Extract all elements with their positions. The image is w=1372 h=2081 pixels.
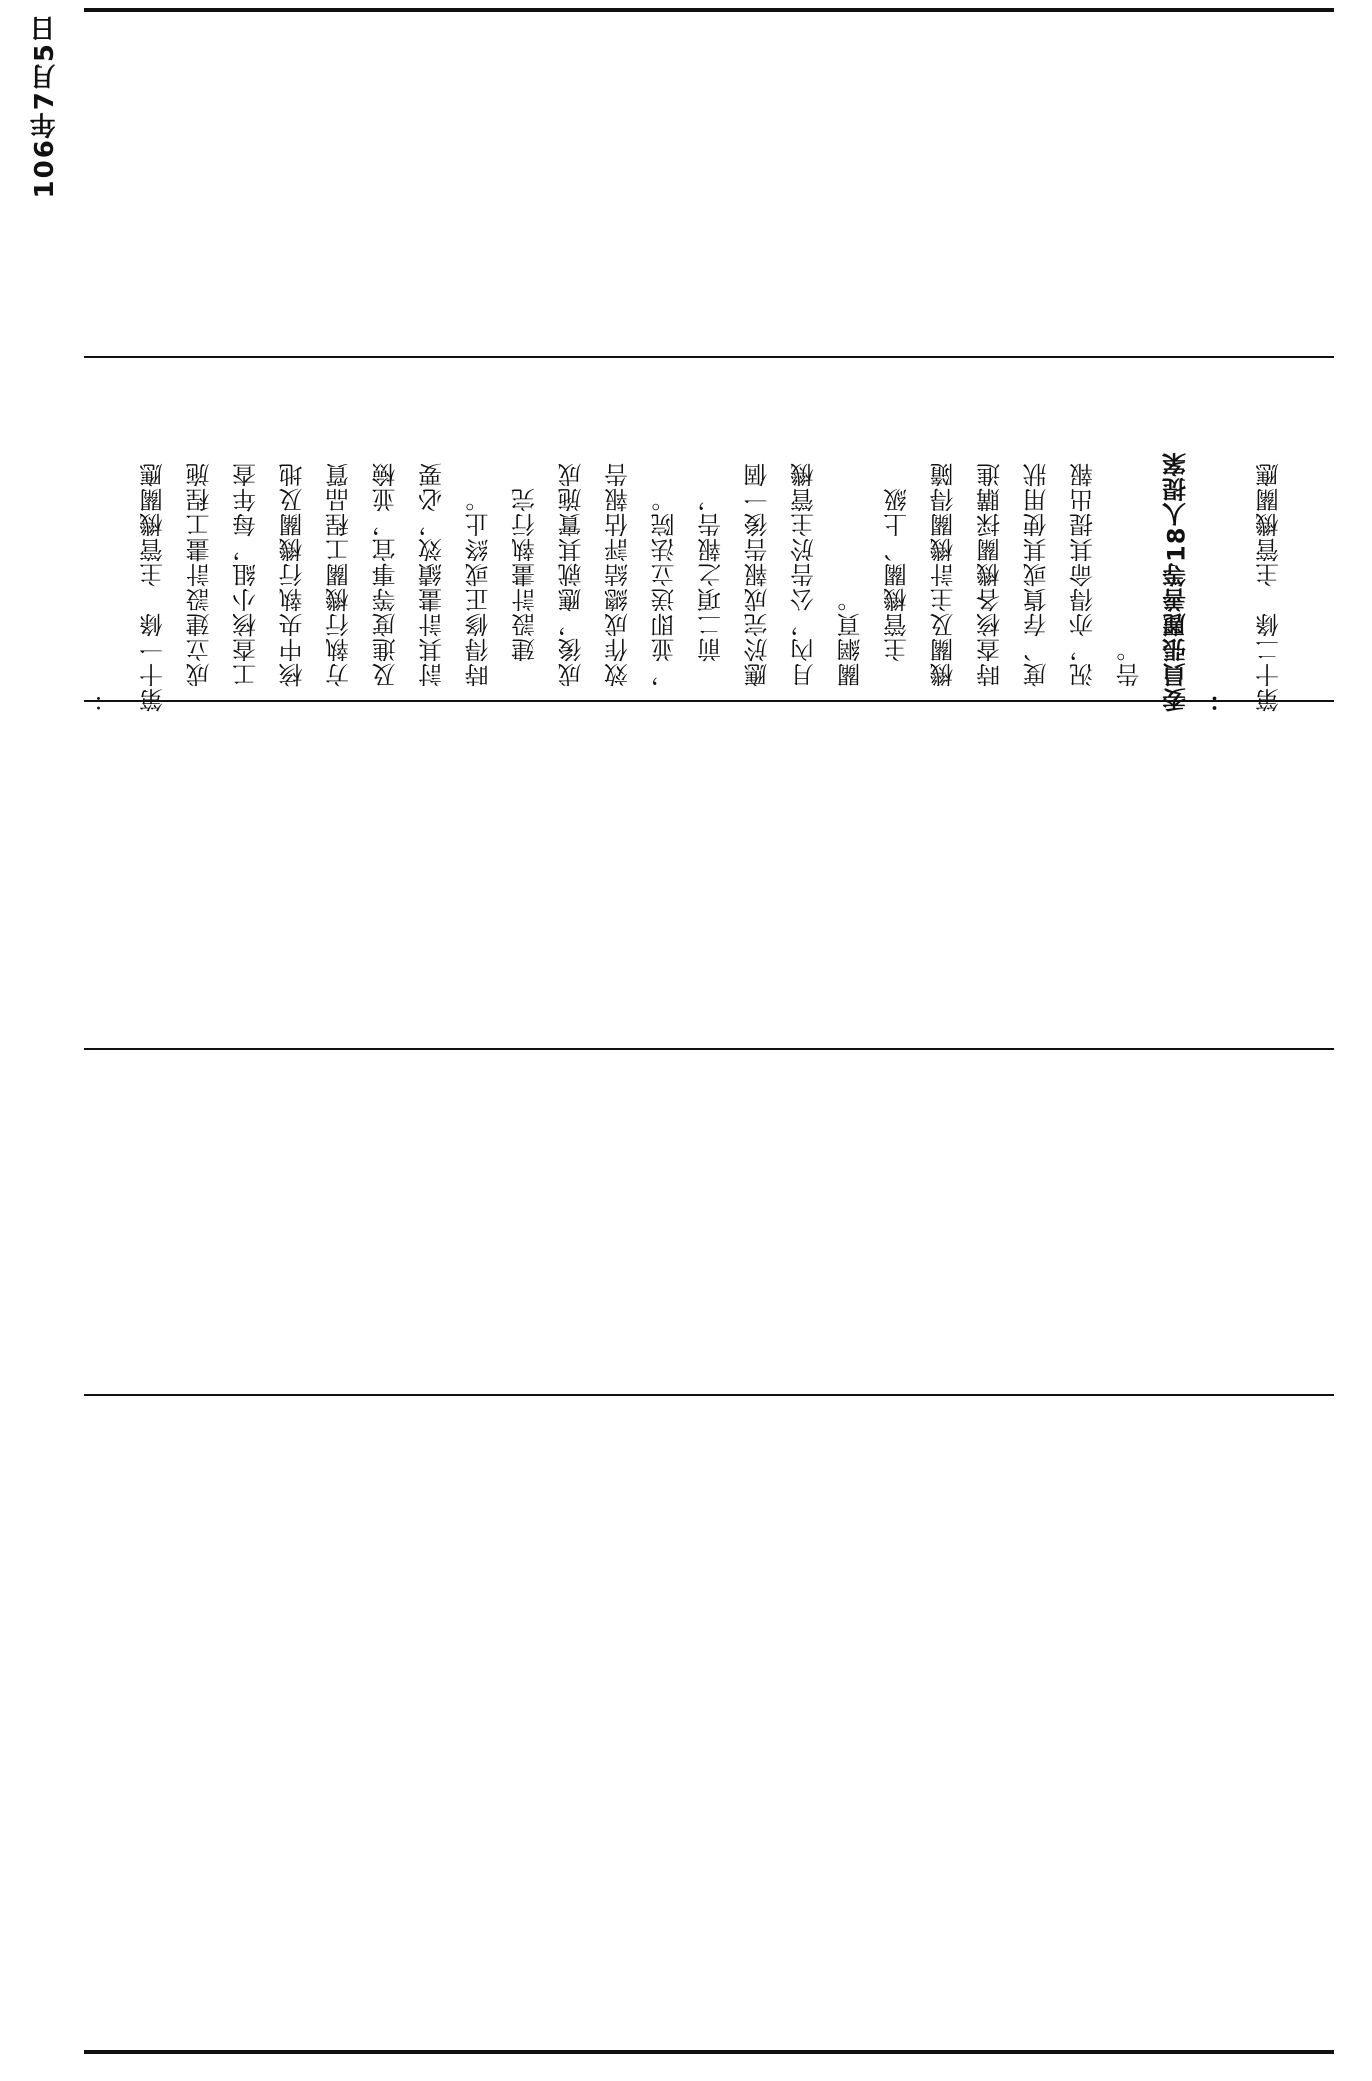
- article-11-line: 方執行機關工程品質: [325, 462, 354, 712]
- article-11-line: 時查核各機關採購進: [976, 462, 1005, 712]
- article-11-line: 工查核小組，每年查: [232, 462, 261, 712]
- article-11-line: 月內，公告於主管機: [790, 462, 819, 712]
- article-11-line: 效作成總結評估報告: [604, 462, 633, 712]
- article-11-line: 前二項之報告，: [697, 487, 726, 712]
- top-border-rule: [84, 8, 1334, 12]
- article-11-line: 關網頁。: [837, 587, 865, 712]
- article-11-line: 度、存貨或其使用狀: [1023, 462, 1051, 712]
- article-11-line: 告。: [1116, 637, 1144, 712]
- article-11-line: 機關及主計機關得隨: [930, 462, 958, 712]
- row-divider-1: [84, 356, 1334, 358]
- article-11-line: 討其計畫績效，必要: [418, 462, 447, 712]
- article-11-line: 成立建設計畫工程施: [186, 462, 214, 712]
- article-11-line: 建設計畫執行完: [511, 487, 540, 712]
- article-11-line: 況，亦得命其提出報: [1069, 462, 1098, 712]
- article-11-line: 核中央執行機關及地: [279, 462, 307, 712]
- article-11-line: 應於完成報告後一個: [744, 462, 772, 712]
- article-11-line: ，並即送立法院。: [651, 487, 679, 712]
- article-11-line: 第十一條 主管機關應: [139, 462, 168, 712]
- proposal-text-column: [84, 368, 1334, 712]
- row-divider-3: [84, 1048, 1334, 1050]
- header-date: 106年7月5日: [30, 14, 60, 199]
- bottom-border-rule: [84, 2050, 1334, 2054]
- article-12-colon: ：: [1209, 687, 1237, 712]
- article-11-line: 成後，應就其實施成: [558, 462, 586, 712]
- article-12-line: 第十二條 主管機關應: [1255, 462, 1284, 712]
- document-frame: [84, 8, 1334, 2062]
- article-11-colon: ：: [93, 687, 121, 712]
- article-11-line: 時得修正或終止。: [465, 487, 493, 712]
- row-divider-4: [84, 1394, 1334, 1396]
- proposal-title: 委員張麗善等18人提案: [1162, 451, 1191, 712]
- article-11-line: 主管機關、上級: [883, 487, 912, 712]
- article-11-line: 及進度等事宜，並檢: [372, 462, 400, 712]
